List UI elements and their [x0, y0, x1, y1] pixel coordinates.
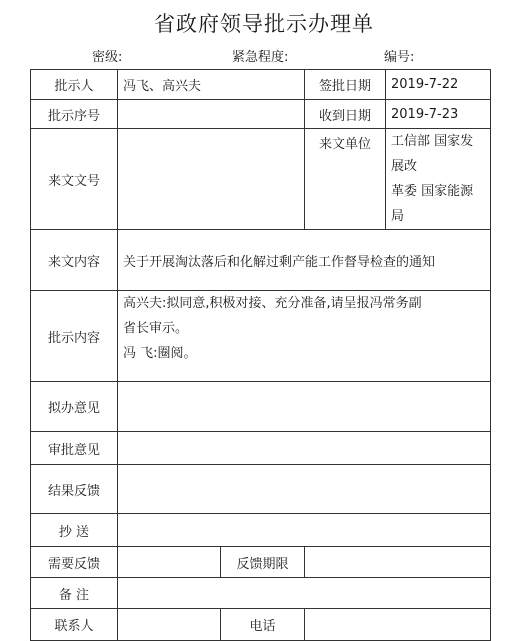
row-doc-content — [31, 230, 491, 291]
row-doc-number — [31, 129, 491, 230]
contact-person-label: 联系人 — [31, 609, 118, 641]
doc-number-value — [118, 129, 305, 230]
instructor-label: 批示人 — [31, 70, 118, 100]
received-date-value: 2019-7-23 — [386, 100, 491, 129]
doc-content-label: 来文内容 — [31, 230, 118, 291]
instruction-line: 高兴夫:拟同意,积极对接、充分准备,请呈报冯常务副 — [123, 296, 422, 311]
row-instructor — [31, 70, 491, 100]
contact-person-value — [118, 609, 221, 641]
sign-date-value: 2019-7-22 — [386, 70, 491, 100]
feedback-deadline-value — [305, 547, 491, 578]
remarks-label: 备 注 — [31, 578, 118, 609]
instructor-value: 冯飞、高兴夫 — [118, 70, 305, 100]
approval-value — [118, 432, 491, 465]
instruction-line: 省长审示。 — [123, 321, 189, 336]
form-title: 省政府领导批示办理单 — [154, 12, 374, 36]
result-feedback-label: 结果反馈 — [31, 465, 118, 514]
row-feedback — [31, 547, 491, 578]
row-serial — [31, 100, 491, 129]
instruction-value — [118, 291, 491, 382]
row-remarks — [31, 578, 491, 609]
urgency-label: 紧急程度: — [232, 50, 289, 65]
approval-label: 审批意见 — [31, 432, 118, 465]
serial-label: 批示序号 — [31, 100, 118, 129]
received-date-label: 收到日期 — [305, 100, 386, 129]
proposal-value — [118, 382, 491, 432]
row-approval — [31, 432, 491, 465]
proposal-label: 拟办意见 — [31, 382, 118, 432]
doc-number-label: 来文文号 — [31, 129, 118, 230]
result-feedback-value — [118, 465, 491, 514]
phone-value — [305, 609, 491, 641]
source-unit-value — [386, 129, 491, 230]
secret-level-label: 密级: — [92, 50, 123, 65]
remarks-value — [118, 578, 491, 609]
need-feedback-label: 需要反馈 — [31, 547, 118, 578]
copy-to-label: 抄 送 — [31, 514, 118, 547]
need-feedback-value — [118, 547, 221, 578]
source-unit-label: 来文单位 — [305, 129, 386, 230]
instruction-label: 批示内容 — [31, 291, 118, 382]
number-label: 编号: — [384, 50, 415, 65]
row-copy — [31, 514, 491, 547]
instruction-line: 冯 飞:圈阅。 — [123, 346, 197, 361]
doc-content-value: 关于开展淘汰落后和化解过剩产能工作督导检查的通知 — [118, 230, 491, 291]
serial-value — [118, 100, 305, 129]
instruction-form-table — [30, 69, 491, 641]
copy-to-value — [118, 514, 491, 547]
source-unit-line: 工信部 国家发展改 — [391, 134, 474, 174]
row-proposal — [31, 382, 491, 432]
sign-date-label: 签批日期 — [305, 70, 386, 100]
source-unit-line: 革委 国家能源局 — [391, 184, 474, 224]
feedback-deadline-label: 反馈期限 — [221, 547, 305, 578]
row-contact — [31, 609, 491, 641]
row-instruction — [31, 291, 491, 382]
phone-label: 电话 — [221, 609, 305, 641]
row-result — [31, 465, 491, 514]
